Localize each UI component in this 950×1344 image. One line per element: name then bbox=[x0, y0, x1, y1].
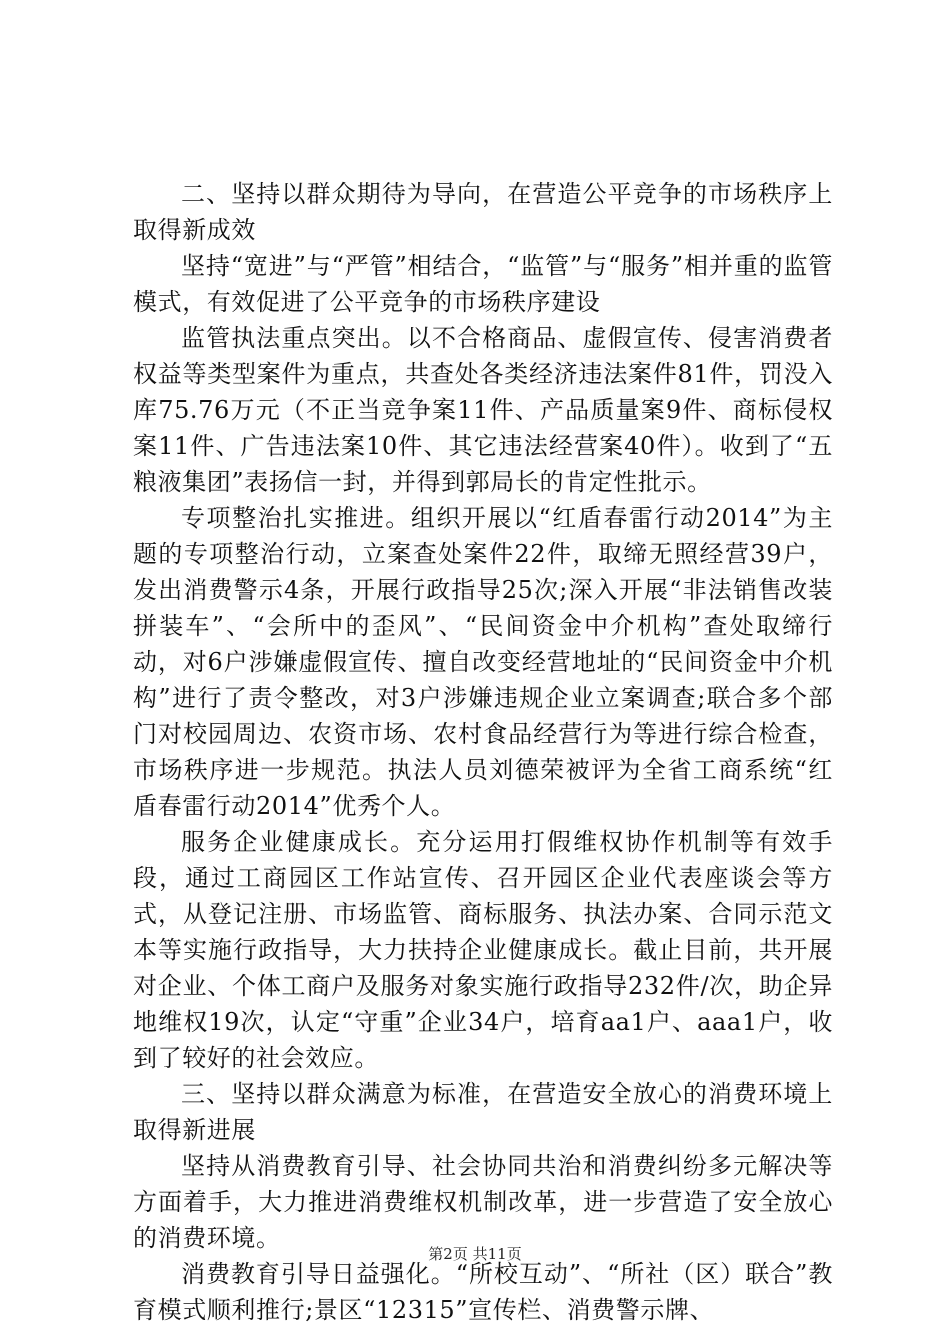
paragraph-consumer-education: 消费教育引导日益强化。“所校互动”、“所社（区）联合”教育模式顺利推行;景区“12315”宣传栏、消费警示牌、 bbox=[133, 1260, 833, 1324]
paragraph-supervision-model: 坚持“宽进”与“严管”相结合，“监管”与“服务”相并重的监管模式，有效促进了公平竞争的市场秩序建设 bbox=[133, 252, 833, 316]
paragraph-special-rectification: 专项整治扎实推进。组织开展以“红盾春雷行动2014”为主题的专项整治行动，立案查处案件22件，取缔无照经营39户，发出消费警示4条，开展行政指导25次;深入开展“非法销售改装拼装车”、“会所中的歪风”、“民间资金中介机构”查处取缔行动，对6户涉嫌虚假宣传、擅自改变经营地址的“民间资金中介机构”进行了责令整改，对3户涉嫌违规企业立案调查;联合多个部门对校园周边、农资市场、农村食品经营行为等进行综合检查，市场秩序进一步规范。执法人员刘德荣被评为全省工商系统“红盾春雷行动2014”优秀个人。 bbox=[133, 504, 833, 820]
paragraph-consumer-environment: 坚持从消费教育引导、社会协同共治和消费纠纷多元解决等方面着手，大力推进消费维权机制改革，进一步营造了安全放心的消费环境。 bbox=[133, 1152, 833, 1252]
section-heading-3: 三、坚持以群众满意为标准，在营造安全放心的消费环境上取得新进展 bbox=[133, 1080, 833, 1144]
paragraph-enforcement: 监管执法重点突出。以不合格商品、虚假宣传、侵害消费者权益等类型案件为重点，共查处各类经济违法案件81件，罚没入库75.76万元（不正当竞争案11件、产品质量案9件、商标侵权案11件、广告违法案10件、其它违法经营案40件）。收到了“五粮液集团”表扬信一封，并得到郭局长的肯定性批示。 bbox=[133, 324, 833, 496]
section-heading-2: 二、坚持以群众期待为导向，在营造公平竞争的市场秩序上取得新成效 bbox=[133, 180, 833, 244]
page-number-footer: 第2页 共11页 bbox=[428, 1245, 522, 1263]
document-body bbox=[133, 176, 833, 1328]
paragraph-enterprise-service: 服务企业健康成长。充分运用打假维权协作机制等有效手段，通过工商园区工作站宣传、召开园区企业代表座谈会等方式，从登记注册、市场监管、商标服务、执法办案、合同示范文本等实施行政指导，大力扶持企业健康成长。截止目前，共开展对企业、个体工商户及服务对象实施行政指导232件/次，助企异地维权19次，认定“守重”企业34户，培育aa1户、aaa1户，收到了较好的社会效应。 bbox=[133, 828, 833, 1072]
